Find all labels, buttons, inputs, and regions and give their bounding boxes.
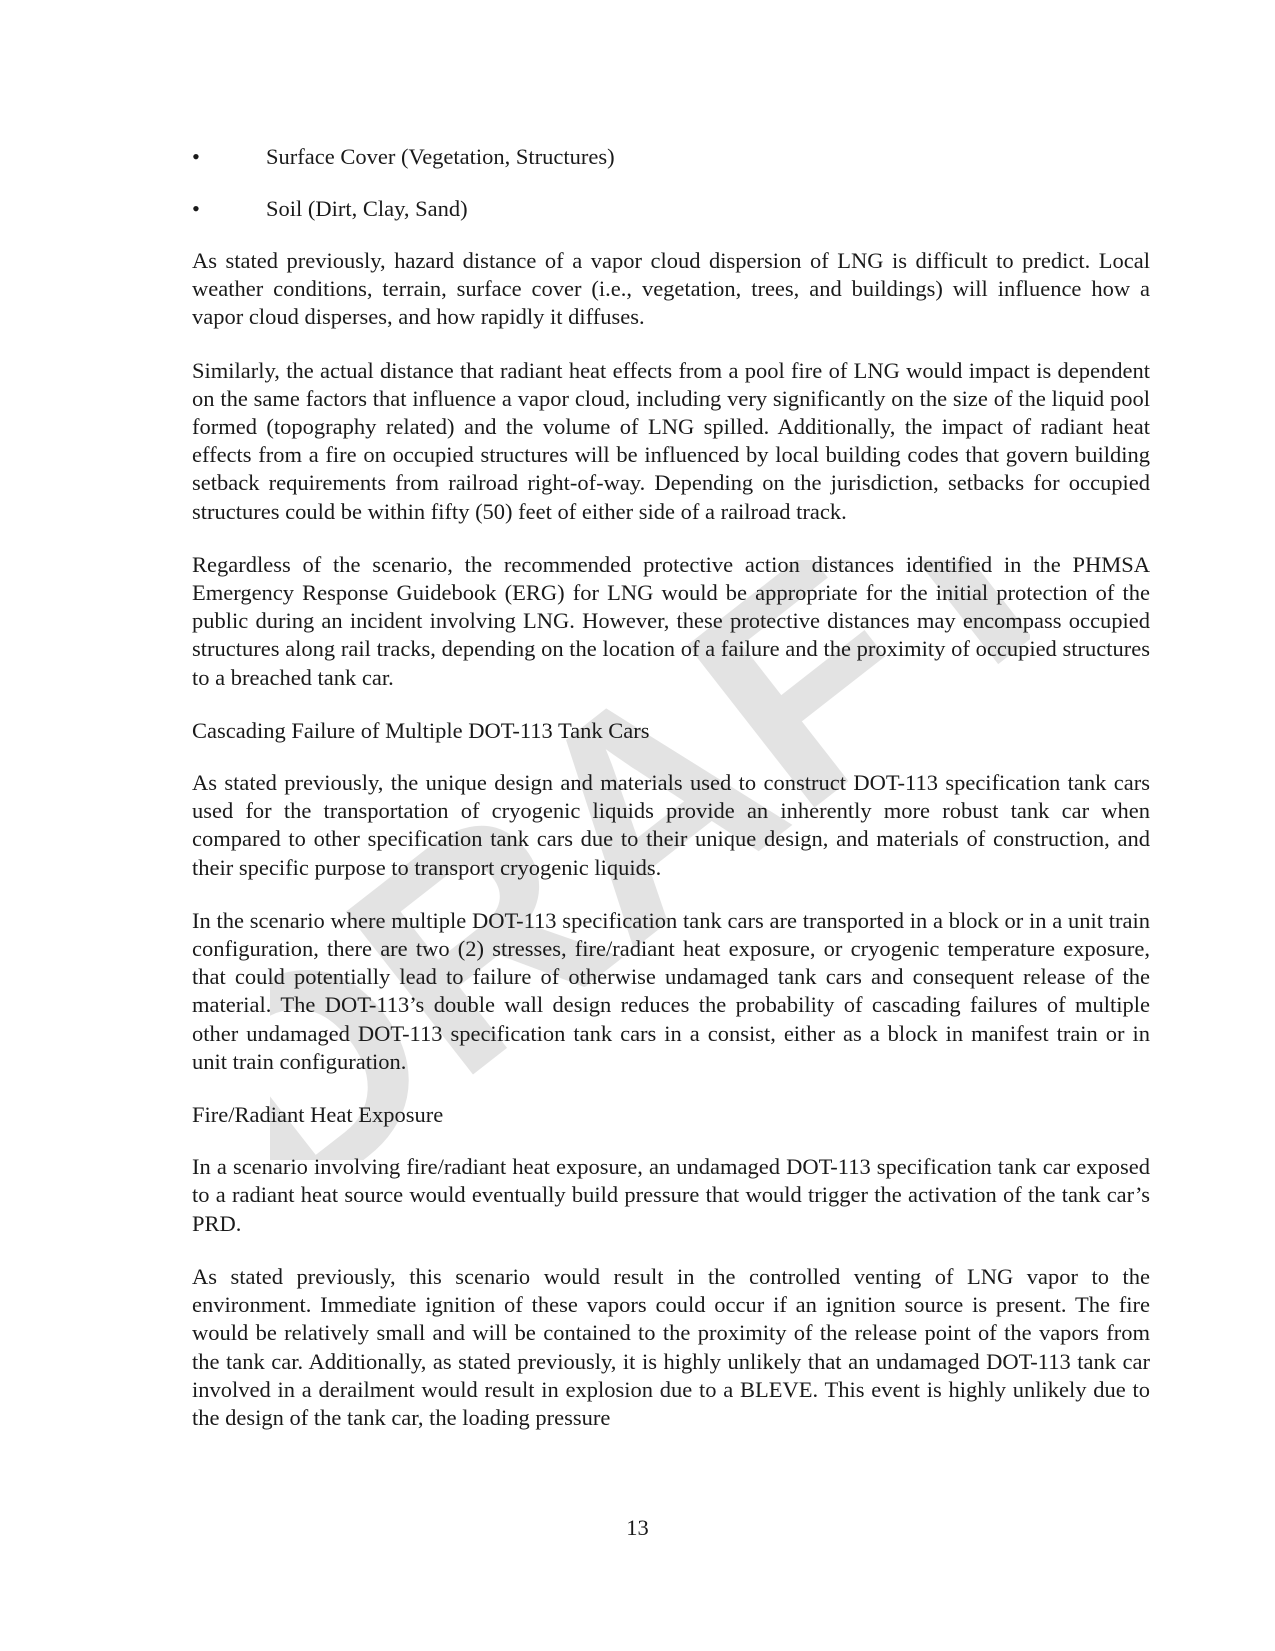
bullet-text: Surface Cover (Vegetation, Structures) xyxy=(266,144,615,169)
paragraph-controlled-venting: As stated previously, this scenario would result in the controlled venting of LNG vapor to the environment. Immediate ignition of these vapors could occur if an ignition source is present. The fire would be relatively small and will be contained to the proximity of the release point of the vapors from the tank car. Additionally, as stated previously, it is highly unlikely that an undamaged DOT-113 tank car involved in a derailment would result in explosion due to a BLEVE. This event is highly unlikely due to the design of the tank car, the loading pressure xyxy=(192,1263,1150,1430)
watermark-text: DRAFT xyxy=(270,560,1030,1160)
page-number: 13 xyxy=(626,1515,649,1540)
bullet-symbol: • xyxy=(192,196,200,221)
paragraph-dot113-design: As stated previously, the unique design and materials used to construct DOT-113 specification tank cars used for the transportation of cryogenic liquids provide an inherently more robust tank car when compared to other specification tank cars due to their unique design, and materials of construction, and their specific purpose to transport cryogenic liquids. xyxy=(192,770,1150,880)
bullet-text: Soil (Dirt, Clay, Sand) xyxy=(266,196,468,221)
paragraph-protective-distances: Regardless of the scenario, the recommended protective action distances identified in the PHMSA Emergency Response Guidebook (ERG) for LNG would be appropriate for the initial protection of the public during an incident involving LNG. However, these protective distances may encompass occupied structures along rail tracks, depending on the location of a failure and the proximity of occupied structures to a breached tank car. xyxy=(192,551,1150,690)
paragraph-vapor-cloud: As stated previously, hazard distance of a vapor cloud dispersion of LNG is difficult to predict. Local weather conditions, terrain, surface cover (i.e., vegetation, trees, and buildings) will influence how a vapor cloud disperses, and how rapidly it diffuses. xyxy=(192,248,1150,330)
section-heading-fire-exposure: Fire/Radiant Heat Exposure xyxy=(192,1102,444,1128)
section-heading-cascading-failure: Cascading Failure of Multiple DOT-113 Tank Cars xyxy=(192,717,650,743)
bullet-item xyxy=(192,143,1150,171)
bullet-symbol: • xyxy=(192,144,200,169)
page-content xyxy=(192,143,1150,1457)
paragraph-fire-scenario: In a scenario involving fire/radiant heat exposure, an undamaged DOT-113 specification tank car exposed to a radiant heat source would eventually build pressure that would trigger the activation of the tank car’s PRD. xyxy=(192,1154,1150,1236)
paragraph-multiple-tank-cars: In the scenario where multiple DOT-113 specification tank cars are transported in a block or in a unit train configuration, there are two (2) stresses, fire/radiant heat exposure, or cryogenic temperature exposure, that could potentially lead to failure of otherwise undamaged tank cars and consequent release of the material. The DOT-113’s double wall design reduces the probability of cascading failures of multiple other undamaged DOT-113 specification tank cars in a consist, either as a block in manifest train or in unit train configuration. xyxy=(192,907,1150,1074)
bullet-item xyxy=(192,195,1150,223)
paragraph-radiant-heat: Similarly, the actual distance that radiant heat effects from a pool fire of LNG would impact is dependent on the same factors that influence a vapor cloud, including very significantly on the size of the liquid pool formed (topography related) and the volume of LNG spilled. Additionally, the impact of radiant heat effects from a fire on occupied structures will be influenced by local building codes that govern building setback requirements from railroad right-of-way. Depending on the jurisdiction, setbacks for occupied structures could be within fifty (50) feet of either side of a railroad track. xyxy=(192,357,1150,524)
